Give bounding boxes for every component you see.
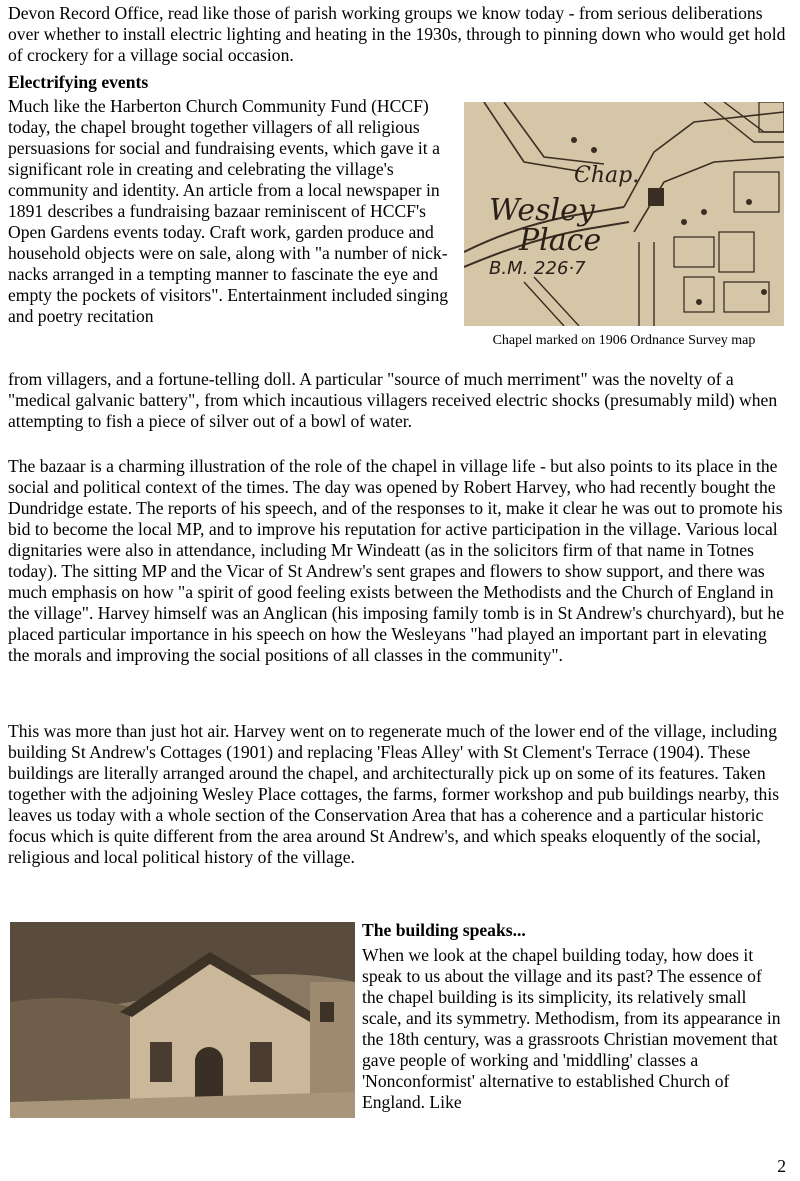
map-label-chap: Chap.	[574, 163, 640, 188]
map-drawing	[464, 102, 784, 326]
paragraph-hccf: Much like the Harberton Church Community Fund (HCCF) today, the chapel brought together villagers of all religious persuasions for social and fundraising events, which gave it a significant role in creating and celebrating the village's community and identity. An article from a local newspaper in 1891 describes a fundraising bazaar reminiscent of HCCF's Open Gardens events today. Craft work, garden produce and household objects were on sale, along with "a number of nick-nacks arranged in a tempting manner to fascinate the eye and empty the pockets of visitors". Entertainment included singing and poetry recitation	[8, 96, 449, 326]
map-caption: Chapel marked on 1906 Ordnance Survey map	[492, 333, 756, 348]
section-heading-building-speaks: The building speaks...	[362, 920, 526, 940]
ordnance-survey-map-image	[464, 102, 784, 326]
map-figure	[464, 102, 784, 350]
paragraph-bazaar-continued: from villagers, and a fortune-telling doll. A particular "source of much merriment" was the novelty of a "medical galvanic battery", from which incautious villagers received electric shocks (presumably mild) when attempting to fish a piece of silver out of a bowl of water.	[8, 369, 778, 431]
building-speaks-section	[362, 920, 787, 1113]
section-heading-electrifying-events: Electrifying events	[8, 72, 149, 92]
map-label-bm: B.M. 226·7	[489, 258, 586, 279]
paragraph-bazaar-context: The bazaar is a charming illustration of the role of the chapel in village life - but also points to its place in the social and political context of the times. The day was opened by Robert Harvey, who had recently bought the Dundridge estate. The reports of his speech, and of the responses to it, make it clear he was out to promote his bid to become the local MP, and to improve his reputation for active participation in the village. Various local dignitaries were also in attendance, including Mr Windeatt (as in the solicitors firm of that name in Totnes today). The sitting MP and the Vicar of St Andrew's sent grapes and flowers to show support, and there was much emphasis on how "a spirit of good feeling exists between the Methodists and the Church of England in the village". Harvey himself was an Anglican (his imposing family tomb is in St Andrew's churchyard), but he placed particular importance in his speech on how the Wesleyans "had played an important part in elevating the morals and improving the social positions of all classes in the community".	[8, 456, 785, 665]
chapel-photograph	[10, 922, 355, 1118]
map-label-wesley: Wesley	[489, 193, 595, 228]
intro-paragraph: Devon Record Office, read like those of parish working groups we know today - from serious deliberations over whether to install electric lighting and heating in the 1930s, through to pinning down who would get hold of crockery for a village social occasion.	[8, 3, 786, 65]
paragraph-building-speaks: When we look at the chapel building today, how does it speak to us about the village and its past? The essence of the chapel building is its simplicity, its relatively small scale, and its symmetry. Methodism, from its appearance in the 18th century, was a grassroots Christian movement that gave people of working and 'middling' classes a 'Nonconformist' alternative to established Church of England. Like	[362, 945, 781, 1112]
map-label-place: Place	[519, 223, 602, 258]
page-number: 2	[777, 1156, 786, 1176]
chapel-photo-drawing	[10, 922, 355, 1118]
paragraph-hot-air: This was more than just hot air. Harvey went on to regenerate much of the lower end of the village, including building St Andrew's Cottages (1901) and replacing 'Fleas Alley' with St Clement's Terrace (1904). These buildings are literally arranged around the chapel, and architecturally pick up on some of its features. Taken together with the adjoining Wesley Place cottages, the farms, former workshop and pub buildings nearby, this leaves us today with a whole section of the Conservation Area that has a coherence and a particular historic focus which is quite different from the area around St Andrew's, and which speaks eloquently of the social, religious and local political history of the village.	[8, 721, 780, 867]
